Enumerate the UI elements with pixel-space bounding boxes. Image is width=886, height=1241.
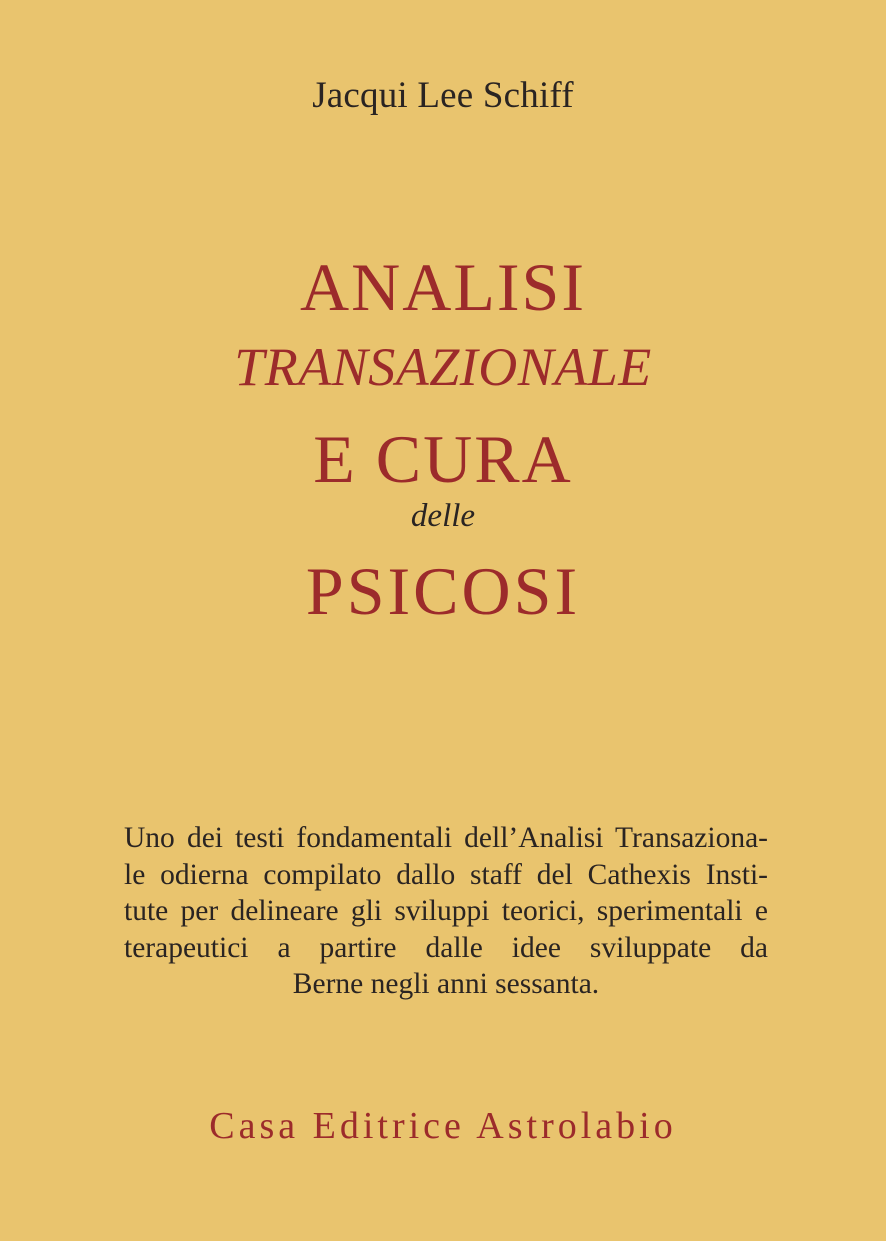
title-line-psicosi: PSICOSI [305, 553, 581, 629]
cover-blurb [124, 820, 768, 1003]
title-line-transazionale: TRANSAZIONALE [234, 337, 652, 397]
blurb-line: le odierna compilato dallo staff del Cathexis Insti- [124, 858, 768, 891]
blurb-line: Uno dei testi fondamentali dell’Analisi Transaziona- [124, 822, 768, 854]
title-line-e-cura: E CURA [313, 421, 573, 497]
blurb-line: Berne negli anni sessanta. [292, 968, 600, 1000]
blurb-line: terapeutici a partire dalle idee sviluppate da [124, 931, 768, 964]
author-name: Jacqui Lee Schiff [312, 75, 574, 116]
publisher-name: Casa Editrice Astrolabio [209, 1105, 677, 1147]
blurb-line: tute per delineare gli sviluppi teorici, sperimentali e [124, 895, 768, 927]
title-line-delle: delle [410, 498, 476, 534]
title-line-analisi: ANALISI [300, 249, 586, 325]
